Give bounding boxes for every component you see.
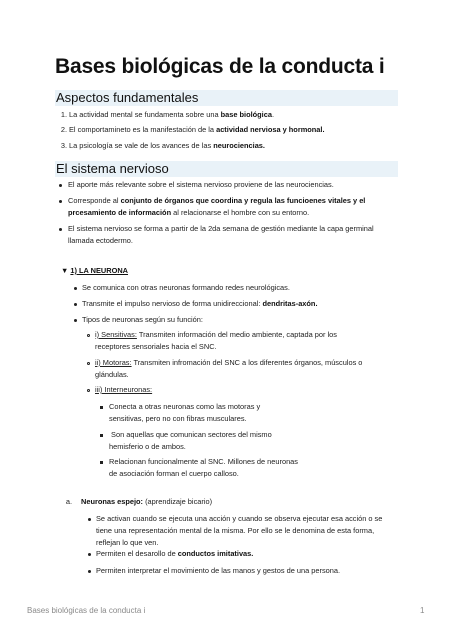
list-item: Neuronas espejo: (aprendizaje bicario) [81, 497, 213, 506]
list-number: 3. [60, 141, 67, 150]
section-heading-aspectos: Aspectos fundamentales [55, 90, 398, 106]
list-item: Se comunica con otras neuronas formando redes neurológicas. [82, 283, 290, 292]
bullet-dot [59, 184, 62, 187]
list-item: Son aquellas que comunican sectores del mismo [109, 430, 272, 439]
list-item: iii) Interneuronas: [95, 385, 153, 394]
list-item: ii) Motoras: Transmiten infromación del SNC a los diferentes órganos, músculos o [95, 358, 363, 367]
list-item: La psicología se vale de los avances de las neurociencias. [69, 141, 265, 150]
list-item-continuation: glándulas. [95, 370, 129, 379]
toggle-label: 1) LA NEURONA [70, 266, 129, 275]
bullet-dot [59, 228, 62, 231]
bullet-square [100, 434, 103, 437]
list-item-continuation: de asociación forman el cuerpo calloso. [109, 469, 239, 478]
list-item-continuation: llamada ectodermo. [68, 236, 133, 245]
list-item: El comportamineto es la manifestación de la actividad nerviosa y hormonal. [69, 125, 325, 134]
list-item: El sistema nervioso se forma a partir de la 2da semana de gestión mediante la capa germinal [68, 224, 374, 233]
list-item-continuation: sensitivas, pero no con fibras musculares. [109, 414, 247, 423]
list-number: 1. [60, 110, 67, 119]
bullet-dot [88, 570, 91, 573]
footer-title: Bases biológicas de la conducta i [27, 606, 146, 615]
list-item: Transmite el impulso nervioso de forma unidireccional: dendritas-axón. [82, 299, 318, 308]
list-item: El aporte más relevante sobre el sistema nervioso proviene de las neurociencias. [68, 180, 334, 189]
bullet-dot [88, 518, 91, 521]
list-item: Permiten interpretar el movimiento de las manos y gestos de una persona. [96, 566, 341, 575]
list-item-continuation: tiene una representación mental de la misma. Por ello se le denomina de esta forma, [96, 526, 375, 535]
bullet-dot [74, 287, 77, 290]
bullet-circle [87, 334, 90, 337]
bullet-dot [59, 200, 62, 203]
list-item: i) Sensitivas: Transmiten información del medio ambiente, captada por los [95, 330, 337, 339]
toggle-neurona[interactable] [61, 265, 128, 277]
list-item: Permiten el desarollo de conductos imitativas. [96, 549, 254, 558]
bullet-dot [88, 553, 91, 556]
page-number: 1 [420, 606, 425, 615]
list-item-continuation: prcesamiento de información al relacionarse el hombre con su entorno. [68, 208, 310, 217]
triangle-down-icon: ▼ [61, 266, 69, 275]
list-item: Tipos de neuronas según su función: [82, 315, 203, 324]
list-item: Corresponde al conjunto de órganos que coordina y regula las funcioenes vitales y el [68, 196, 366, 205]
bullet-dot [74, 303, 77, 306]
bullet-square [100, 406, 103, 409]
list-item: Conecta a otras neuronas como las motoras y [109, 402, 261, 411]
list-item-continuation: reflejan lo que ven. [96, 538, 159, 547]
bullet-circle [87, 362, 90, 365]
bullet-circle [87, 389, 90, 392]
list-item: Se activan cuando se ejecuta una acción y cuando se observa ejecutar esa acción o se [96, 514, 383, 523]
list-item: La actividad mental se fundamenta sobre una base biológica. [69, 110, 275, 119]
bullet-square [100, 461, 103, 464]
bullet-dot [74, 319, 77, 322]
list-item-continuation: hemisferio o de ambos. [109, 442, 186, 451]
page-title: Bases biológicas de la conducta i [55, 55, 385, 78]
list-item-continuation: receptores sensoriales hacia el SNC. [95, 342, 217, 351]
list-item: Relacionan funcionalmente al SNC. Millones de neuronas [109, 457, 298, 466]
section-heading-sistema-nervioso: El sistema nervioso [55, 161, 398, 177]
list-number: 2. [60, 125, 67, 134]
list-letter: a. [65, 497, 72, 506]
